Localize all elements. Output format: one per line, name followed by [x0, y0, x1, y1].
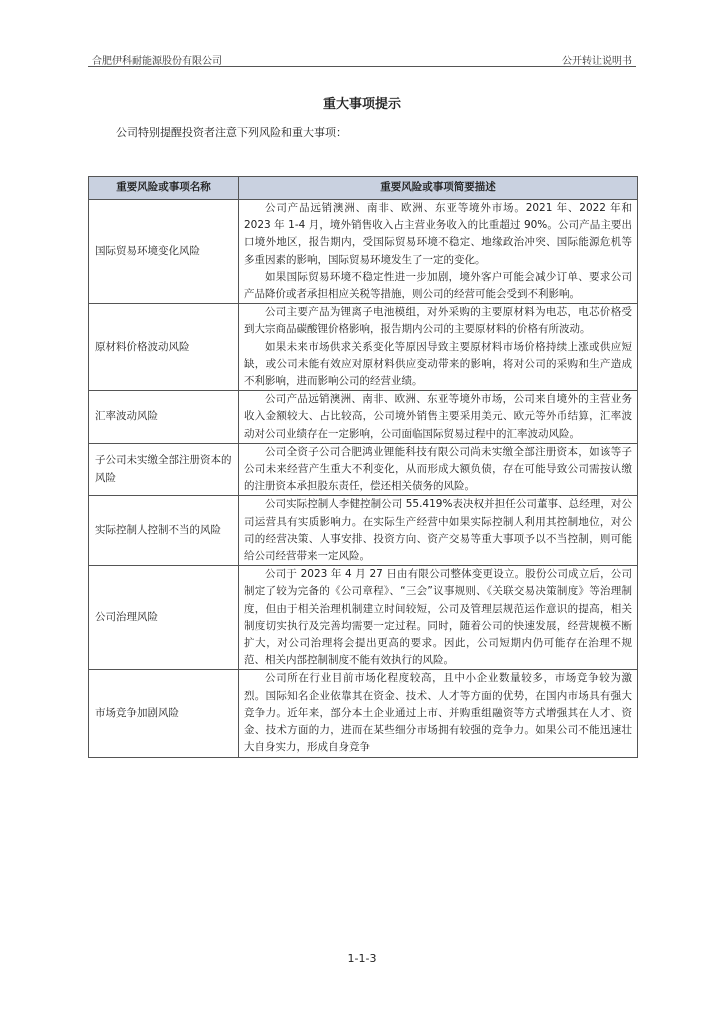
column-header-risk-description: 重要风险或事项简要描述 [239, 177, 638, 200]
header-company-name: 合肥伊科耐能源股份有限公司 [92, 56, 222, 67]
table-row [89, 200, 638, 304]
risk-description [239, 566, 638, 670]
risk-paragraph: 公司所在行业目前市场化程度较高，且中小企业数量较多，市场竞争较为激烈。国际知名企业依靠其在资金、技术、人才等方面的优势，在国内市场具有强大竞争力。近年来，部分本土企业通过上市、并购重组融资等方式增强其在人才、资金、技术方面的力，进而在某些细分市场拥有较强的竞争力。如果公司不能迅速壮大自身实力，形成自身竞争 [244, 672, 632, 754]
risk-name: 国际贸易环境变化风险 [89, 200, 239, 304]
risk-description [239, 670, 638, 757]
table-row [89, 443, 638, 496]
table-row [89, 391, 638, 444]
risk-name: 市场竞争加剧风险 [89, 670, 239, 757]
risk-paragraph: 公司产品远销澳洲、南非、欧洲、东亚等境外市场，公司来自境外的主营业务收入金额较大、占比较高，公司境外销售主要采用美元、欧元等外币结算，汇率波动对公司业绩存在一定影响，公司面临国际贸易过程中的汇率波动风险。 [244, 393, 632, 440]
intro-text: 公司特别提醒投资者注意下列风险和重大事项： [116, 126, 347, 139]
risk-name: 实际控制人控制不当的风险 [89, 496, 239, 566]
risk-name: 公司治理风险 [89, 566, 239, 670]
risk-table [88, 176, 638, 758]
risk-paragraph: 公司主要产品为锂离子电池模组，对外采购的主要原材料为电芯，电芯价格受到大宗商品碳酸锂价格影响，报告期内公司的主要原材料的价格有所波动。 [244, 306, 632, 336]
page-number: 1-1-3 [347, 952, 377, 965]
risk-description [239, 443, 638, 496]
risk-paragraph: 公司产品远销澳洲、南非、欧洲、东亚等境外市场。2021 年、2022 年和 2023 年 1-4 月，境外销售收入占主营业务收入的比重超过 90%。公司产品主要出口境外地区，报告期内，受国际贸易环境不稳定、地缘政治冲突、国际能源危机等多重因素的影响，国际贸易环境发生了一定的变化。 [244, 202, 632, 266]
page-header [88, 50, 636, 67]
risk-description [239, 304, 638, 391]
table-row [89, 304, 638, 391]
risk-description [239, 496, 638, 566]
risk-description [239, 200, 638, 304]
risk-paragraph: 如果未来市场供求关系变化等原因导致主要原材料市场价格持续上涨或供应短缺，或公司未能有效应对原材料供应变动带来的影响，将对公司的采购和生产造成不利影响，进而影响公司的经营业绩。 [244, 340, 632, 388]
risk-description [239, 391, 638, 444]
risk-paragraph: 公司于 2023 年 4 月 27 日由有限公司整体变更设立。股份公司成立后，公司制定了较为完备的《公司章程》、“三会”议事规则、《关联交易决策制度》等治理制度，但由于相关治理机制建立时间较短，公司及管理层规范运作意识的提高，相关制度切实执行及完善均需要一定过程。同时，随着公司的快速发展，经营规模不断扩大，对公司治理将会提出更高的要求。因此，公司短期内仍可能存在治理不规范、相关内部控制制度不能有效执行的风险。 [244, 568, 632, 667]
risk-paragraph: 如果国际贸易环境不稳定性进一步加剧，境外客户可能会减少订单、要求公司产品降价或者承担相应关税等措施，则公司的经营可能会受到不利影响。 [244, 270, 632, 301]
column-header-risk-name: 重要风险或事项名称 [89, 177, 239, 200]
header-document-type: 公开转让说明书 [562, 56, 632, 67]
table-row [89, 670, 638, 757]
section-title: 重大事项提示 [322, 97, 401, 112]
table-header-row [89, 177, 638, 200]
risk-name: 汇率波动风险 [89, 391, 239, 444]
risk-name: 原材料价格波动风险 [89, 304, 239, 391]
risk-name: 子公司未实缴全部注册资本的风险 [89, 443, 239, 496]
table-row [89, 496, 638, 566]
risk-paragraph: 公司全资子公司合肥鸿业锂能科技有限公司尚未实缴全部注册资本，如该等子公司未来经营产生重大不利变化，从而形成大额负债，存在可能导致公司需按认缴的注册资本承担股东责任，偿还相关债务的风险。 [244, 445, 632, 493]
table-row [89, 566, 638, 670]
risk-paragraph: 公司实际控制人李健控制公司 55.419%表决权并担任公司董事、总经理，对公司运营具有实质影响力。在实际生产经营中如果实际控制人利用其控制地位，对公司的经营决策、人事安排、投资方向、资产交易等重大事项予以不当控制，则可能给公司经营带来一定风险。 [244, 498, 632, 563]
